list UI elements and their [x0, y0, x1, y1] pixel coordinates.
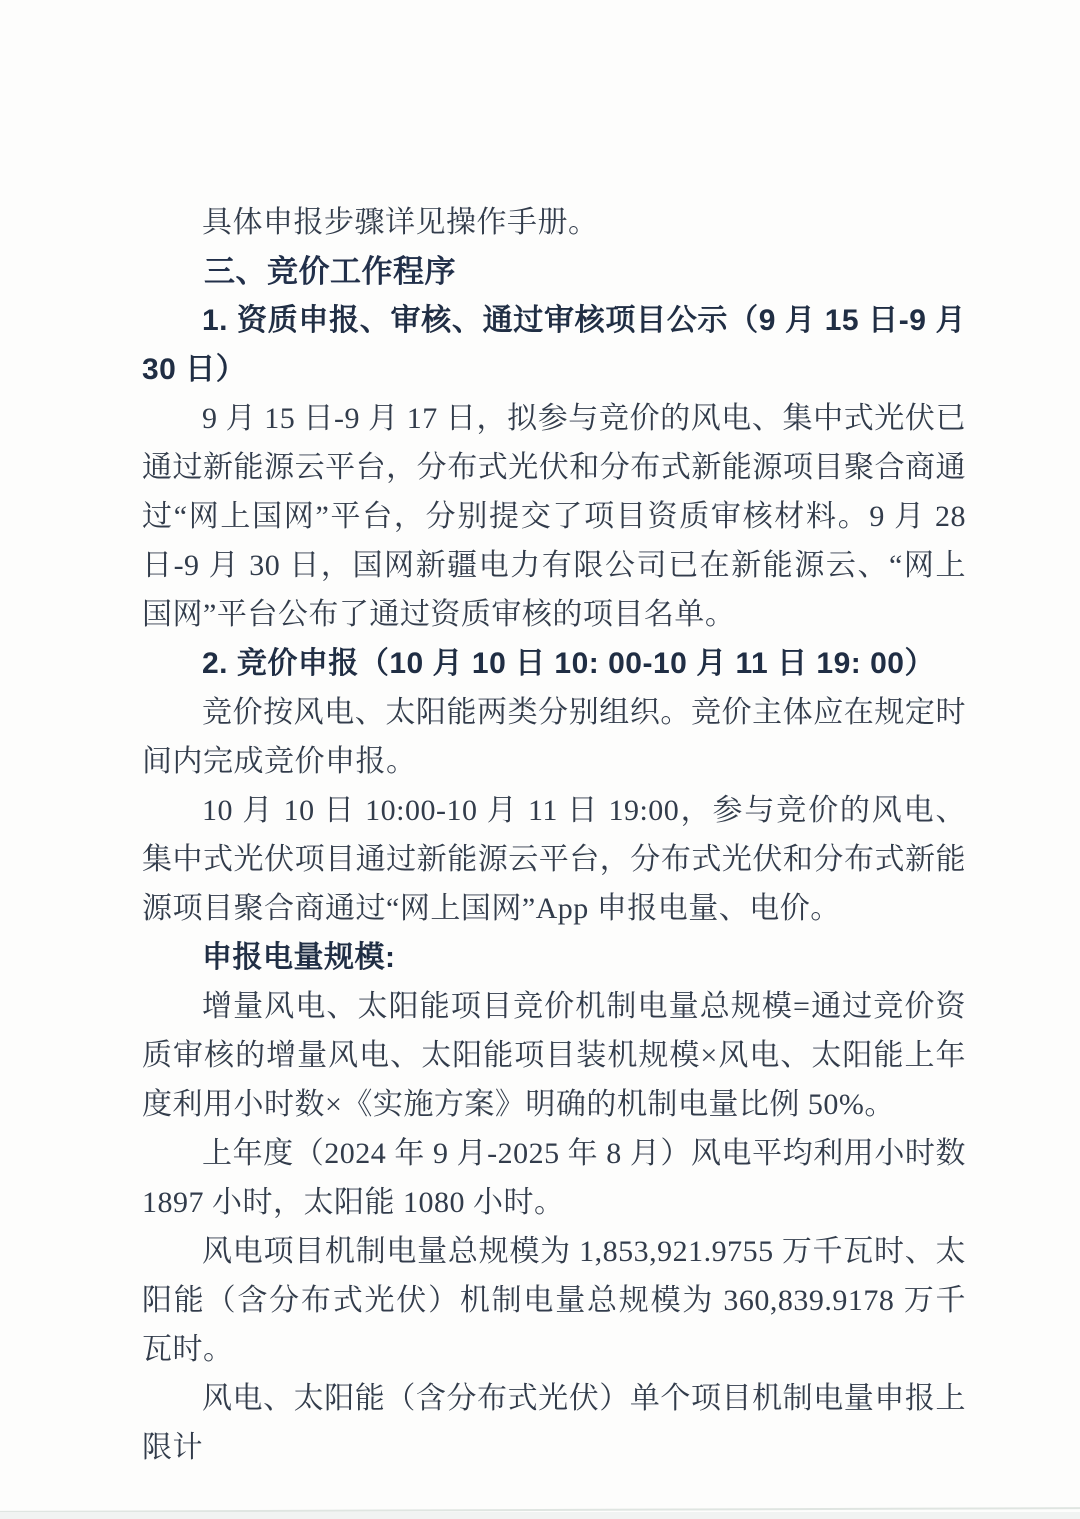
paragraph: 增量风电、太阳能项目竞价机制电量总规模=通过竞价资质审核的增量风电、太阳能项目装机规模×风电、太阳能上年度利用小时数×《实施方案》明确的机制电量比例 50%。: [142, 990, 966, 1121]
bold-label: 申报电量规模:: [202, 941, 396, 974]
numbered-subheading: 1. 资质申报、审核、通过审核项目公示（9 月 15 日-9 月 30 日）: [142, 304, 966, 386]
paragraph: 9 月 15 日-9 月 17 日，拟参与竞价的风电、集中式光伏已通过新能源云平台，分布式光伏和分布式新能源项目聚合商通过“网上国网”平台，分别提交了项目资质审核材料。9 月 28 日-9 月 30 日，国网新疆电力有限公司已在新能源云、“网上国网”平台公布了通过资质审核的项目名单。: [142, 402, 966, 631]
paragraph: 风电项目机制电量总规模为 1,853,921.9755 万千瓦时、太阳能（含分布式光伏）机制电量总规模为 360,839.9178 万千瓦时。: [142, 1235, 966, 1366]
paragraph: 10 月 10 日 10:00-10 月 11 日 19:00，参与竞价的风电、集中式光伏项目通过新能源云平台，分布式光伏和分布式新能源项目聚合商通过“网上国网”App 申报电量、电价。: [142, 794, 966, 925]
numbered-subheading: 2. 竞价申报（10 月 10 日 10: 00-10 月 11 日 19: 00）: [202, 647, 935, 680]
document-body: [142, 198, 966, 1472]
paragraph: 上年度（2024 年 9 月-2025 年 8 月）风电平均利用小时数 1897 小时，太阳能 1080 小时。: [142, 1137, 966, 1219]
paragraph: 风电、太阳能（含分布式光伏）单个项目机制电量申报上限计: [142, 1382, 966, 1464]
page-bottom-shadow: [0, 1512, 1080, 1519]
paragraph: 具体申报步骤详见操作手册。: [202, 206, 599, 239]
section-heading: 三、竞价工作程序: [204, 254, 456, 289]
paragraph: 竞价按风电、太阳能两类分别组织。竞价主体应在规定时间内完成竞价申报。: [142, 696, 966, 778]
